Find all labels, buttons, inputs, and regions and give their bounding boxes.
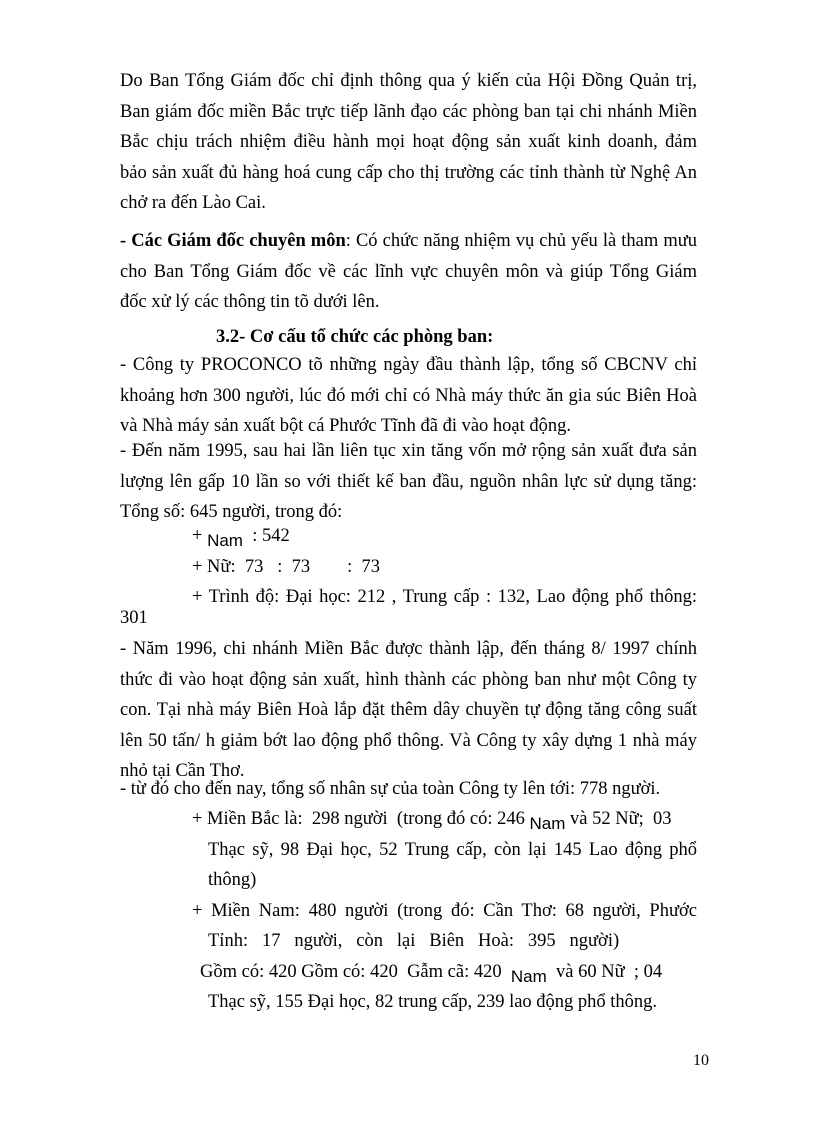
paragraph-1995-expansion: [120, 436, 697, 528]
paragraph-company-beginning: [120, 350, 697, 442]
text-line: [120, 226, 697, 257]
list-item-education: + Trình độ: Đại học: 212 , Trung cấp : 132, Lao động phổ thông:: [192, 587, 697, 607]
text-line: - Năm 1996, chi nhánh Miền Bắc được thành lập, đến tháng 8/ 1997 chính: [120, 639, 697, 659]
text-line: Bắc chịu trách nhiệm điều hành mọi hoạt động sản xuất kinh doanh, đảm: [120, 132, 697, 152]
paragraph-1996-branch: [120, 634, 697, 787]
text-line: Tỉnh: 17 người, còn lại Biên Hoà: 395 người): [208, 931, 620, 951]
text-line: thức đi vào hoạt động sản xuất, hình thành các phòng ban như một Công ty: [120, 669, 697, 690]
text-line: và Nhà máy sản xuất bột cá Phước Tĩnh đã đi vào hoạt động.: [120, 416, 572, 436]
label-nam: Nam: [529, 814, 566, 833]
list-item-male: [192, 521, 697, 552]
section-heading: 3.2- Cơ cấu tổ chức các phòng ban:: [216, 327, 494, 347]
bullet: +: [192, 526, 208, 546]
staff-list-1995: [192, 521, 697, 613]
paragraph-total-staff: [120, 774, 697, 805]
staff-list-current: [192, 804, 697, 1018]
text-line: thông): [208, 870, 257, 890]
text-line: - từ đó cho đến nay, tổng số nhân sự của toàn Công ty lên tới: 778 người.: [120, 779, 661, 799]
bold-term: - Các Giám đốc chuyên môn: [120, 231, 346, 251]
text-line: Ban giám đốc miền Bắc trực tiếp lãnh đạo các phòng ban tại chi nhánh Miền: [120, 101, 697, 122]
text-line: khoảng hơn 300 người, lúc đó mới chỉ có Nhà máy thức ăn gia súc Biên Hoà: [120, 385, 697, 406]
list-item-north: [192, 804, 697, 835]
text-line: Thạc sỹ, 98 Đại học, 52 Trung cấp, còn lại 145 Lao động phổ: [208, 839, 697, 860]
label-nam: Nam: [510, 966, 547, 986]
list-item-south: + Miền Nam: 480 người (trong đó: Cần Thơ: 68 người, Phước: [192, 900, 697, 921]
text-line: - Công ty PROCONCO tõ những ngày đầu thành lập, tổng số CBCNV chỉ: [120, 355, 697, 375]
value: : 542: [242, 526, 290, 546]
text-line: Tổng số: 645 người, trong đó:: [120, 502, 343, 522]
list-item-female: + Nữ: 73 : 73 : 73: [192, 556, 380, 577]
text-line: con. Tại nhà máy Biên Hoà lắp đặt thêm dây chuyền tự động tăng công suất: [120, 700, 697, 720]
text-line: lên 50 tấn/ h giảm bớt lao động phổ thông. Và Công ty xây dựng 1 nhà máy: [120, 730, 697, 751]
paragraph-board-of-directors: [120, 66, 697, 219]
text-line: Thạc sỹ, 155 Đại học, 82 trung cấp, 239 lao động phổ thông.: [208, 992, 658, 1012]
text-run: : Có chức năng nhiệm vụ chủ yếu là tham mưu: [345, 231, 697, 251]
text-line: nhỏ tại Cần Thơ.: [120, 761, 245, 781]
text-line: lượng lên gấp 10 lần so với thiết kế ban đầu, nguồn nhân lực sử dụng tăng:: [120, 471, 697, 492]
text-line: Do Ban Tổng Giám đốc chỉ định thông qua ý kiến của Hội Đồng Quản trị,: [120, 71, 697, 91]
text-run: và 52 Nữ; 03: [565, 809, 672, 829]
text-line: - Đến năm 1995, sau hai lần liên tục xin tăng vốn mở rộng sản xuất đưa sản: [120, 441, 697, 461]
paragraph-specialist-directors: [120, 226, 697, 318]
list-continuation: [120, 603, 697, 634]
text-line: bảo sản xuất đủ hàng hoá cung cấp cho thị trường các tỉnh thành từ Nghệ An: [120, 162, 697, 183]
text-line: đốc xử lý các thông tin tõ dưới lên.: [120, 292, 380, 312]
label-nam: Nam: [207, 531, 243, 550]
text-run: + Miền Bắc là: 298 người (trong đó có: 246: [192, 809, 530, 829]
text-run: Gồm có: 420 Gồm có: 420 Gẫm cã: 420: [200, 961, 511, 982]
page-number: 10: [693, 1052, 709, 1069]
text-line: 301: [120, 608, 148, 628]
text-run: và 60 Nữ ; 04: [546, 961, 663, 982]
text-line: [200, 957, 697, 988]
text-line: cho Ban Tổng Giám đốc về các lĩnh vực chuyên môn và giúp Tổng Giám: [120, 261, 697, 282]
text-line: chở ra đến Lào Cai.: [120, 193, 266, 213]
